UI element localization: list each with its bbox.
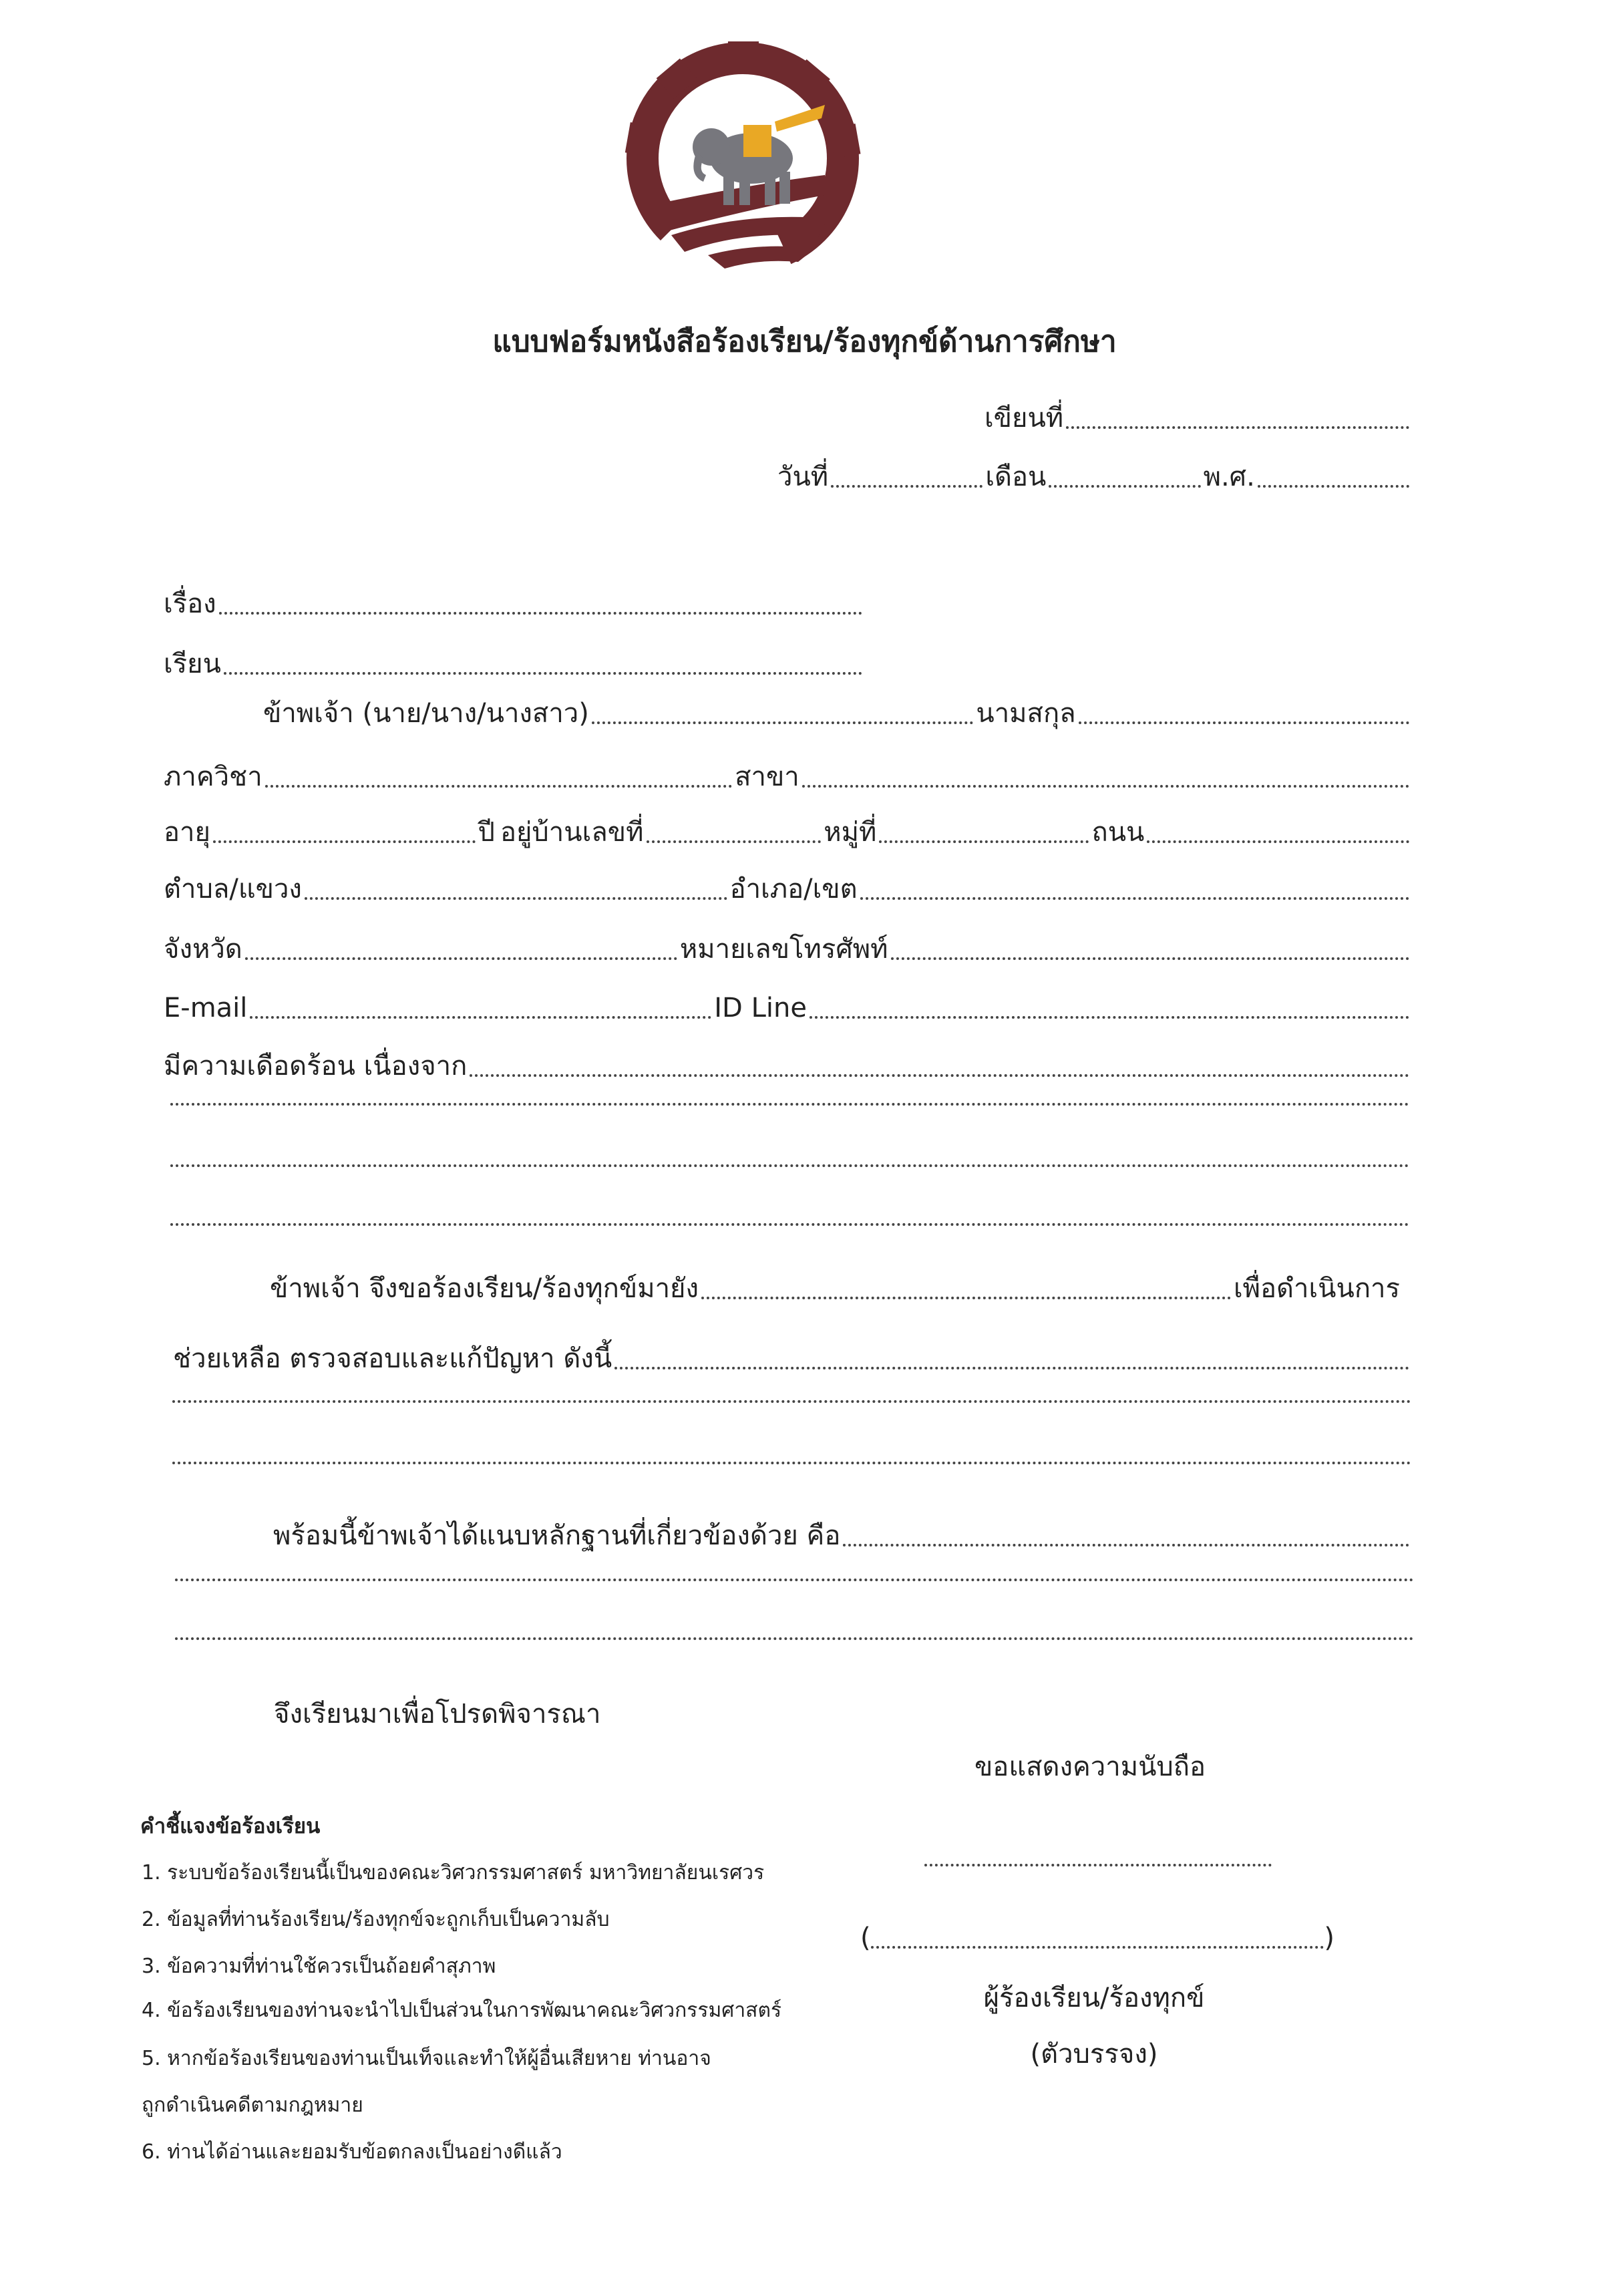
- age-field[interactable]: [213, 840, 476, 843]
- signature-line: [924, 1864, 1272, 1873]
- note-item: 4. ข้อร้องเรียนของท่านจะนำไปเป็นส่วนในการพัฒนาคณะวิศวกรรมศาสตร์: [142, 1999, 782, 2022]
- address-row: [161, 815, 1409, 850]
- province-label: จังหวัด: [164, 934, 242, 965]
- phone-label: หมายเลขโทรศัพท์: [679, 934, 888, 965]
- written-at-label: เขียนที่: [985, 403, 1064, 434]
- trouble-field-2[interactable]: [170, 1103, 1409, 1106]
- month-field[interactable]: [1049, 485, 1200, 488]
- evidence-line: [175, 1637, 1414, 1647]
- subdistrict-label: ตำบล/แขวง: [164, 874, 302, 905]
- province-field[interactable]: [245, 957, 677, 960]
- month-label: เดือน: [985, 462, 1047, 492]
- note-item: 5. หากข้อร้องเรียนของท่านเป็นเท็จและทำให้ผู้อื่นเสียหาย ท่านอาจ: [142, 2047, 711, 2070]
- trouble-row: [161, 1049, 1409, 1084]
- major-field[interactable]: [802, 785, 1409, 788]
- village-no-field[interactable]: [879, 840, 1089, 843]
- year-label: พ.ศ.: [1203, 462, 1255, 492]
- line-label: ID Line: [714, 993, 807, 1023]
- subject-field[interactable]: [219, 612, 862, 615]
- year-unit-label: ปี: [478, 817, 495, 848]
- subdistrict-field[interactable]: [305, 897, 727, 900]
- printed-name-field[interactable]: [871, 1946, 1324, 1949]
- signer-role: ผู้ร้องเรียน/ร้องทุกข์: [983, 1983, 1205, 2013]
- notes-heading: คำชี้แจงข้อร้องเรียน: [140, 1814, 321, 1838]
- signature-field[interactable]: [924, 1864, 1272, 1866]
- surname-field[interactable]: [1079, 721, 1409, 724]
- closing-row: [271, 1697, 603, 1732]
- form-title: แบบฟอร์มหนังสือร้องเรียน/ร้องทุกข์ด้านการศึกษา: [492, 325, 1117, 359]
- department-field[interactable]: [265, 785, 732, 788]
- phone-field[interactable]: [891, 957, 1410, 960]
- help-row: [170, 1341, 1409, 1376]
- trouble-line: [170, 1164, 1409, 1174]
- help-field-3[interactable]: [172, 1462, 1411, 1464]
- date-field[interactable]: [831, 485, 982, 488]
- district-field[interactable]: [860, 897, 1409, 900]
- trouble-field-3[interactable]: [170, 1164, 1409, 1167]
- printed-name-row: [860, 1921, 1334, 1955]
- help-field-2[interactable]: [172, 1400, 1411, 1403]
- print-note: (ตัวบรรจง): [1030, 2039, 1158, 2070]
- email-field[interactable]: [250, 1016, 711, 1019]
- trouble-line: [170, 1103, 1409, 1112]
- note-item: 1. ระบบข้อร้องเรียนนี้เป็นของคณะวิศวกรรมศาสตร์ มหาวิทยาลัยนเรศวร: [142, 1861, 765, 1884]
- evidence-field-3[interactable]: [175, 1637, 1414, 1640]
- written-at-field[interactable]: [1066, 426, 1409, 429]
- department-label: ภาควิชา: [164, 762, 262, 792]
- to-field[interactable]: [224, 672, 862, 675]
- major-label: สาขา: [735, 762, 799, 792]
- written-at-row: [982, 401, 1409, 436]
- note-item: 2. ข้อมูลที่ท่านร้องเรียน/ร้องทุกข์จะถูกเก็บเป็นความลับ: [142, 1908, 610, 1931]
- to-label: เรียน: [164, 649, 221, 679]
- evidence-row: [271, 1518, 1409, 1553]
- help-line: [172, 1400, 1411, 1410]
- trouble-label: มีความเดือดร้อน เนื่องจาก: [164, 1051, 468, 1082]
- road-label: ถนน: [1091, 817, 1145, 848]
- trouble-line: [170, 1223, 1409, 1233]
- surname-label: นามสกุล: [976, 698, 1076, 729]
- request-field[interactable]: [701, 1297, 1231, 1299]
- district-row: [161, 872, 1409, 907]
- name-row: [260, 696, 1409, 731]
- trouble-field[interactable]: [470, 1074, 1409, 1077]
- note-item: 3. ข้อความที่ท่านใช้ควรเป็นถ้อยคำสุภาพ: [142, 1955, 496, 1978]
- name-label: ข้าพเจ้า (นาย/นาง/นางสาว): [263, 698, 589, 729]
- date-row: [775, 460, 1409, 494]
- help-label: ช่วยเหลือ ตรวจสอบและแก้ปัญหา ดังนี้: [173, 1343, 612, 1374]
- evidence-line: [175, 1579, 1414, 1588]
- closing-text: จึงเรียนมาเพื่อโปรดพิจารณา: [274, 1699, 601, 1730]
- to-proceed-label: เพื่อดำเนินการ: [1233, 1273, 1400, 1304]
- province-row: [161, 932, 1409, 967]
- line-field[interactable]: [810, 1016, 1409, 1019]
- request-label: ข้าพเจ้า จึงขอร้องเรียน/ร้องทุกข์มายัง: [270, 1273, 699, 1304]
- evidence-label: พร้อมนี้ข้าพเจ้าได้แนบหลักฐานที่เกี่ยวข้องด้วย คือ: [273, 1520, 841, 1551]
- house-no-field[interactable]: [647, 840, 822, 843]
- subject-row: [161, 587, 862, 621]
- date-label: วันที่: [777, 462, 829, 492]
- district-label: อำเภอ/เขต: [729, 874, 858, 905]
- note-item: 6. ท่านได้อ่านและยอมรับข้อตกลงเป็นอย่างดีแล้ว: [142, 2140, 562, 2164]
- trouble-field-4[interactable]: [170, 1223, 1409, 1226]
- evidence-field[interactable]: [843, 1544, 1409, 1546]
- email-label: E-mail: [164, 993, 248, 1023]
- regards-text: ขอแสดงความนับถือ: [974, 1752, 1206, 1782]
- help-line: [172, 1462, 1411, 1471]
- subject-label: เรื่อง: [164, 589, 216, 619]
- department-row: [161, 760, 1409, 794]
- faculty-logo: [624, 41, 862, 275]
- evidence-field-2[interactable]: [175, 1579, 1414, 1581]
- help-field[interactable]: [614, 1367, 1409, 1369]
- house-no-label: อยู่บ้านเลขที่: [500, 817, 644, 848]
- contact-row: [161, 991, 1409, 1025]
- note-item: ถูกดำเนินคดีตามกฎหมาย: [142, 2094, 363, 2117]
- age-label: อายุ: [164, 817, 210, 848]
- to-row: [161, 647, 862, 681]
- name-field[interactable]: [592, 721, 974, 724]
- request-row: [267, 1271, 1403, 1306]
- road-field[interactable]: [1147, 840, 1409, 843]
- open-paren: (: [860, 1923, 871, 1953]
- year-field[interactable]: [1258, 485, 1409, 488]
- village-no-label: หมู่ที่: [824, 817, 877, 848]
- close-paren: ): [1324, 1923, 1334, 1953]
